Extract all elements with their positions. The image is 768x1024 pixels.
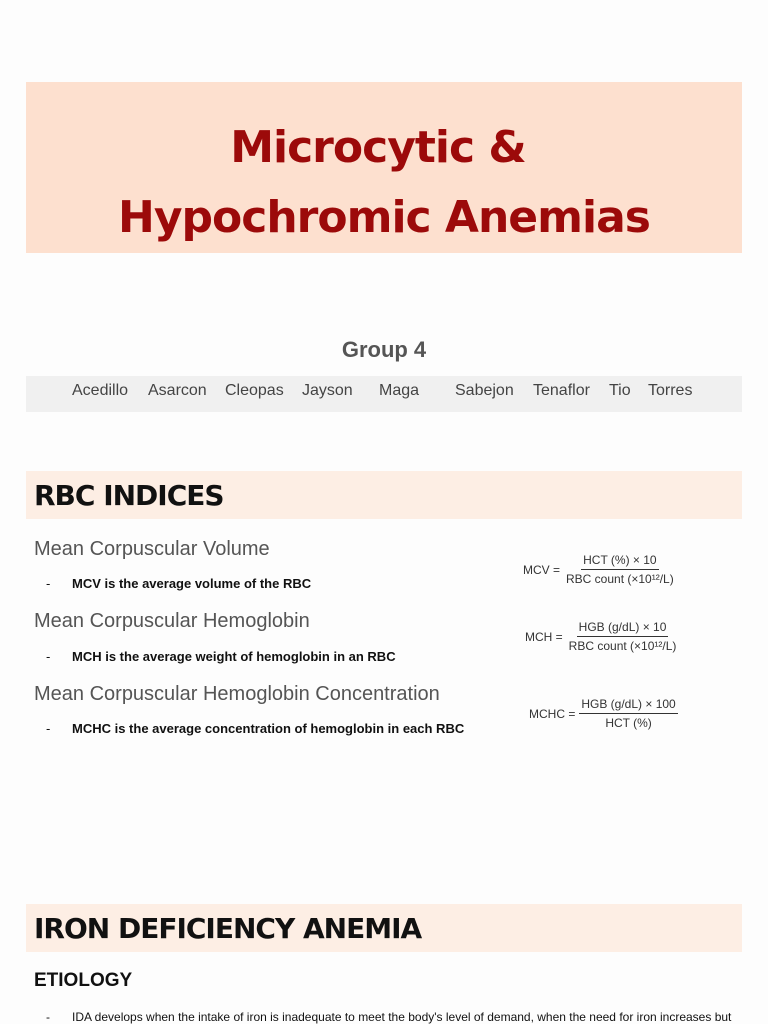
title-line-1: Microcytic & (230, 122, 526, 173)
member-name: Cleopas (225, 382, 284, 399)
member-name: Torres (648, 382, 693, 399)
etiology-bullet: - IDA develops when the intake of iron is inadequate to meet the body's level of demand, when the need for iron increases but (46, 1010, 732, 1024)
member-name: Jayson (302, 382, 353, 399)
etiology-heading: ETIOLOGY (34, 970, 133, 991)
member-name: Maga (379, 382, 420, 399)
index-title-mch: Mean Corpuscular Hemoglobin (34, 610, 310, 632)
section-title: IRON DEFICIENCY ANEMIA (34, 912, 422, 945)
index-title-mcv: Mean Corpuscular Volume (34, 538, 270, 560)
members-band (26, 376, 742, 412)
formula-mch: MCH = $\frac{\text{HGB (g/dL) × 10}}{\text{RBC count (×10¹²/L)}}$ (525, 620, 677, 653)
title-line-2: Hypochromic Anemias (118, 192, 650, 243)
group-label: Group 4 (341, 337, 427, 362)
member-name: Asarcon (148, 382, 207, 399)
member-name: Tenaflor (533, 382, 590, 399)
section-header-rbc-indices (26, 471, 742, 519)
index-title-mchc: Mean Corpuscular Hemoglobin Concentration (34, 683, 440, 705)
section-title: RBC INDICES (34, 479, 224, 512)
index-desc-mchc: - MCHC is the average concentration of hemoglobin in each RBC (46, 721, 465, 736)
title-banner (26, 82, 742, 253)
index-desc-mch: - MCH is the average weight of hemoglobin in an RBC (46, 649, 396, 664)
index-desc-mcv: - MCV is the average volume of the RBC (46, 576, 312, 591)
member-name: Sabejon (455, 382, 514, 399)
section-header-ida (26, 904, 742, 952)
formula-mcv: MCV = $\frac{\text{HCT (\%) × 10}}{\text{RBC count (×10¹²/L)}}$ (523, 553, 674, 586)
member-name: Tio (609, 382, 631, 399)
formula-mchc: MCHC = $\frac{\text{HGB (g/dL) × 100}}{\text{HCT (\%)}}$ (529, 697, 676, 730)
member-name: Acedillo (72, 382, 129, 399)
